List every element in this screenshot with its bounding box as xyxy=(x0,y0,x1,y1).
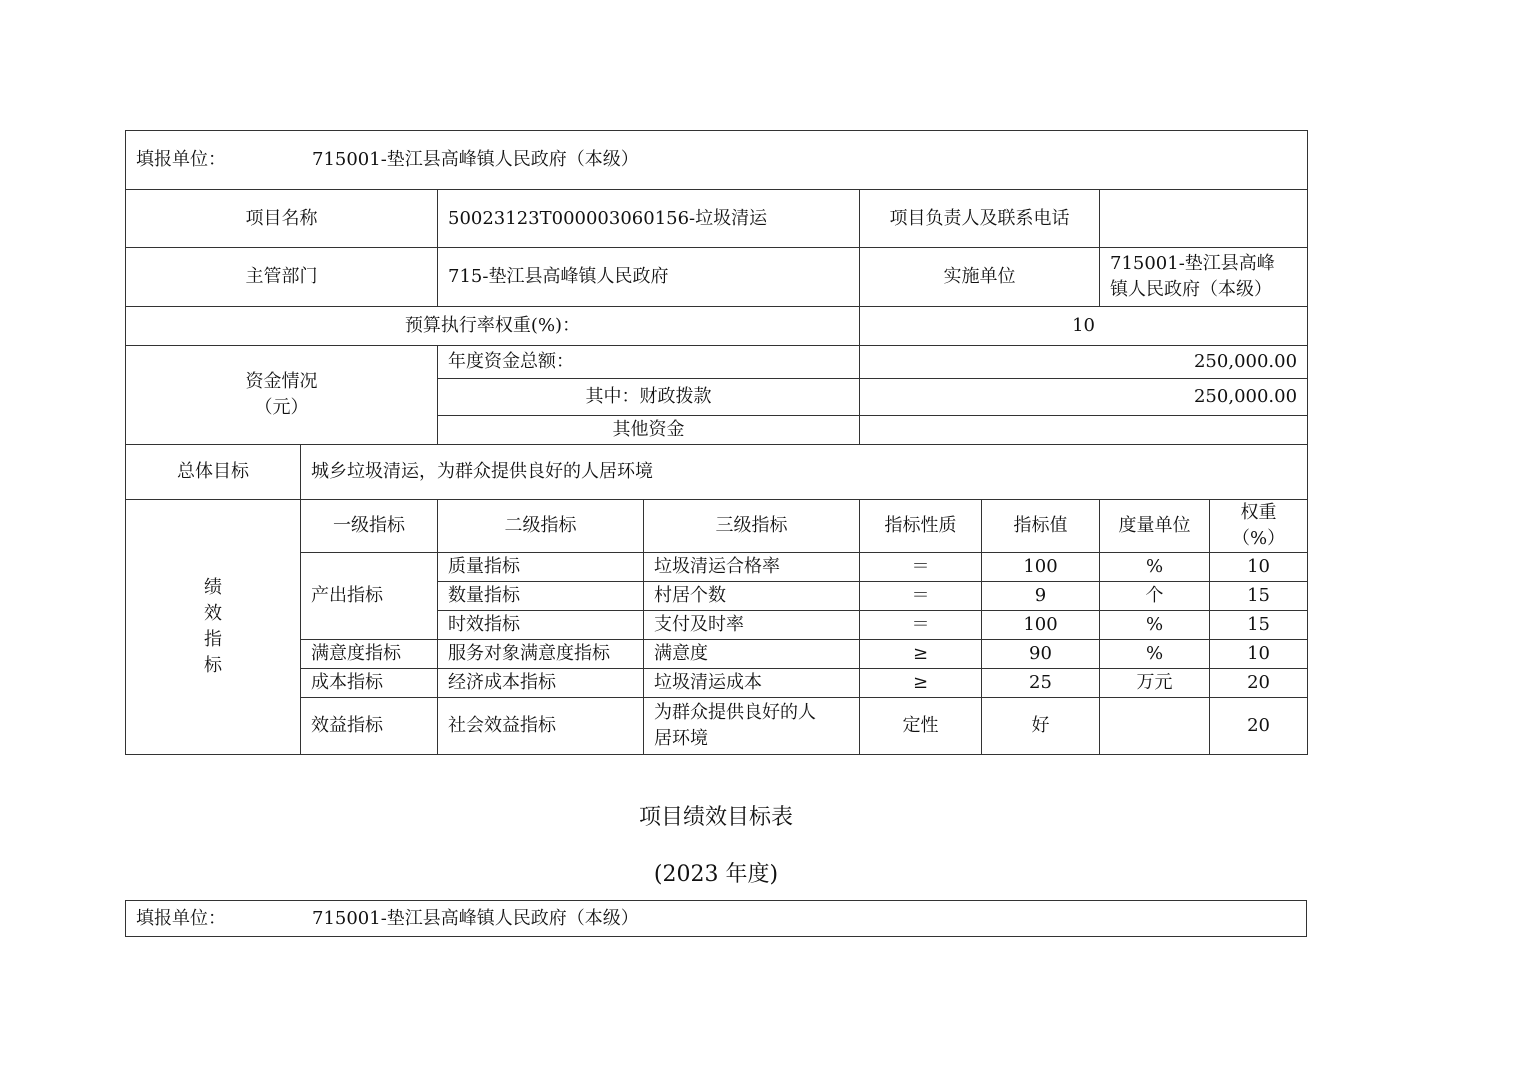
dept-value: 715-垫江县高峰镇人民政府 xyxy=(438,248,860,307)
l2-cell: 社会效益指标 xyxy=(438,698,644,755)
table-row xyxy=(126,553,1308,582)
other-funds-label: 其他资金 xyxy=(438,416,860,445)
report-unit-label: 填报单位： xyxy=(136,149,226,170)
page-subtitle: (2023 年度) xyxy=(653,862,779,887)
report-unit-cell xyxy=(126,131,1308,190)
next-table-header xyxy=(125,900,1307,937)
goal-label: 总体目标 xyxy=(126,445,301,500)
weight-cell: 15 xyxy=(1210,582,1308,611)
table-row xyxy=(126,669,1308,698)
report-unit-value: 715001-垫江县高峰镇人民政府（本级） xyxy=(312,149,639,170)
impl-value-line-2: 镇人民政府（本级） xyxy=(1110,279,1272,300)
l2-cell: 数量指标 xyxy=(438,582,644,611)
l2-cell: 时效指标 xyxy=(438,611,644,640)
l3-line-2: 居环境 xyxy=(654,728,708,749)
l3-cell xyxy=(644,698,860,755)
l2-cell: 质量指标 xyxy=(438,553,644,582)
l1-cell: 成本指标 xyxy=(301,669,438,698)
nature-cell: ＝ xyxy=(860,582,982,611)
report-unit-cell xyxy=(126,901,1307,937)
nature-cell: 定性 xyxy=(860,698,982,755)
value-cell: 100 xyxy=(982,553,1100,582)
table-row xyxy=(126,640,1308,669)
impl-value-line-1: 715001-垫江县高峰 xyxy=(1110,253,1275,274)
weight-cell: 10 xyxy=(1210,640,1308,669)
contact-value xyxy=(1100,190,1308,248)
performance-target-table xyxy=(125,130,1308,755)
weight-cell: 20 xyxy=(1210,669,1308,698)
header-l3: 三级指标 xyxy=(644,500,860,553)
annual-total-label: 年度资金总额： xyxy=(438,346,860,379)
header-unit: 度量单位 xyxy=(1100,500,1210,553)
l3-cell: 满意度 xyxy=(644,640,860,669)
report-unit-row xyxy=(126,131,1308,190)
l2-cell: 服务对象满意度指标 xyxy=(438,640,644,669)
unit-cell: 万元 xyxy=(1100,669,1210,698)
perf-char: 指 xyxy=(204,629,222,650)
unit-cell: % xyxy=(1100,640,1210,669)
l3-cell: 垃圾清运合格率 xyxy=(644,553,860,582)
indicator-header-row xyxy=(126,500,1308,553)
overall-goal-row xyxy=(126,445,1308,500)
fiscal-label: 其中：财政拨款 xyxy=(438,379,860,416)
l3-cell: 村居个数 xyxy=(644,582,860,611)
budget-rate-row xyxy=(126,307,1308,346)
unit-cell xyxy=(1100,698,1210,755)
unit-cell: % xyxy=(1100,611,1210,640)
goal-value: 城乡垃圾清运，为群众提供良好的人居环境 xyxy=(301,445,1308,500)
weight-cell: 20 xyxy=(1210,698,1308,755)
other-funds-value xyxy=(860,416,1308,445)
weight-cell: 10 xyxy=(1210,553,1308,582)
impl-value xyxy=(1100,248,1308,307)
annual-total-value: 250,000.00 xyxy=(860,346,1308,379)
nature-cell: ＝ xyxy=(860,611,982,640)
l3-cell: 支付及时率 xyxy=(644,611,860,640)
project-name-value: 50023123T000003060156-垃圾清运 xyxy=(438,190,860,248)
report-unit-label: 填报单位： xyxy=(136,907,226,929)
department-row xyxy=(126,248,1308,307)
page-title: 项目绩效目标表 xyxy=(638,805,793,830)
header-l2: 二级指标 xyxy=(438,500,644,553)
header-weight: 权重（%） xyxy=(1210,500,1308,553)
l3-line-1: 为群众提供良好的人 xyxy=(654,702,816,723)
l2-cell: 经济成本指标 xyxy=(438,669,644,698)
report-unit-row xyxy=(126,901,1307,937)
nature-cell: ≥ xyxy=(860,640,982,669)
header-nature: 指标性质 xyxy=(860,500,982,553)
header-l1: 一级指标 xyxy=(301,500,438,553)
value-cell: 25 xyxy=(982,669,1100,698)
value-cell: 90 xyxy=(982,640,1100,669)
value-cell: 9 xyxy=(982,582,1100,611)
weight-cell: 15 xyxy=(1210,611,1308,640)
contact-label: 项目负责人及联系电话 xyxy=(860,190,1100,248)
value-cell: 好 xyxy=(982,698,1100,755)
nature-cell: ≥ xyxy=(860,669,982,698)
table-row xyxy=(126,698,1308,755)
l1-cell: 满意度指标 xyxy=(301,640,438,669)
budget-rate-value: 10 xyxy=(860,307,1308,346)
perf-char: 标 xyxy=(204,655,222,676)
value-cell: 100 xyxy=(982,611,1100,640)
unit-cell: 个 xyxy=(1100,582,1210,611)
perf-char: 绩 xyxy=(204,577,222,598)
l1-cell: 效益指标 xyxy=(301,698,438,755)
header-value: 指标值 xyxy=(982,500,1100,553)
l1-cell: 产出指标 xyxy=(301,553,438,640)
budget-rate-label: 预算执行率权重(%)： xyxy=(126,307,860,346)
performance-indicator-label xyxy=(126,500,301,755)
l3-cell: 垃圾清运成本 xyxy=(644,669,860,698)
nature-cell: ＝ xyxy=(860,553,982,582)
funds-label xyxy=(126,346,438,445)
dept-label: 主管部门 xyxy=(126,248,438,307)
perf-char: 效 xyxy=(204,603,222,624)
project-name-label: 项目名称 xyxy=(126,190,438,248)
impl-label: 实施单位 xyxy=(860,248,1100,307)
unit-cell: % xyxy=(1100,553,1210,582)
report-unit-value: 715001-垫江县高峰镇人民政府（本级） xyxy=(312,907,639,929)
annual-total-row xyxy=(126,346,1308,379)
funds-label-line-1: 资金情况 xyxy=(245,371,318,392)
fiscal-value: 250,000.00 xyxy=(860,379,1308,416)
project-name-row xyxy=(126,190,1308,248)
funds-label-line-2: （元） xyxy=(254,397,309,418)
